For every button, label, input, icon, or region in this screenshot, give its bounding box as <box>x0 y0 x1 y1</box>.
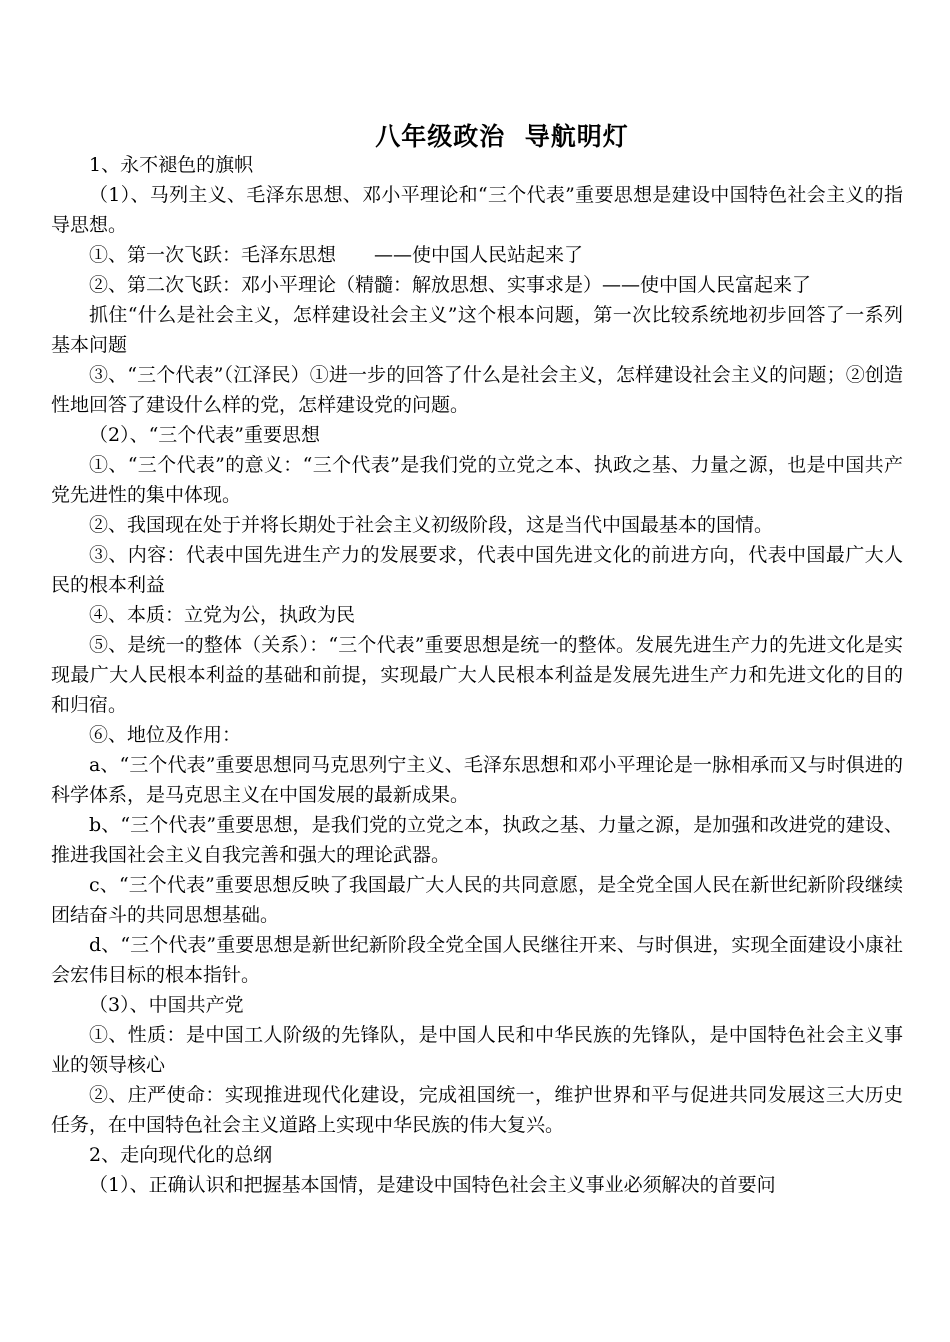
list-item: a、“三个代表”重要思想同马克思列宁主义、毛泽东思想和邓小平理论是一脉相承而又与时俱进的科学体系，是马克思主义在中国发展的最新成果。 <box>51 754 903 806</box>
document-body <box>51 150 903 1200</box>
list-item: ③、内容：代表中国先进生产力的发展要求，代表中国先进文化的前进方向，代表中国最广大人民的根本利益 <box>51 544 903 596</box>
subsection-heading: （1）、马列主义、毛泽东思想、邓小平理论和“三个代表”重要思想是建设中国特色社会主义的指导思想。 <box>51 184 903 236</box>
subsection-heading: （1）、正确认识和把握基本国情，是建设中国特色社会主义事业必须解决的首要问 <box>89 1174 776 1196</box>
list-item: ④、本质：立党为公，执政为民 <box>89 604 356 626</box>
list-item: c、“三个代表”重要思想反映了我国最广大人民的共同意愿，是全党全国人民在新世纪新阶段继续团结奋斗的共同思想基础。 <box>51 874 903 926</box>
list-item: b、“三个代表”重要思想，是我们党的立党之本，执政之基、力量之源，是加强和改进党的建设、推进我国社会主义自我完善和强大的理论武器。 <box>51 814 903 866</box>
list-item: d、“三个代表”重要思想是新世纪新阶段全党全国人民继往开来、与时俱进，实现全面建设小康社会宏伟目标的根本指针。 <box>51 934 903 986</box>
paragraph: 抓住“什么是社会主义，怎样建设社会主义”这个根本问题，第一次比较系统地初步回答了一系列基本问题 <box>51 304 903 356</box>
list-item: ①、性质：是中国工人阶级的先锋队，是中国人民和中华民族的先锋队，是中国特色社会主义事业的领导核心 <box>51 1024 903 1076</box>
list-item: ①、第一次飞跃：毛泽东思想 ——使中国人民站起来了 <box>89 244 584 266</box>
list-item: ⑤、是统一的整体（关系）：“三个代表”重要思想是统一的整体。发展先进生产力的先进文化是实现最广大人民根本利益的基础和前提，实现最广大人民根本利益是发展先进生产力和先进文化的目的和归宿。 <box>51 634 903 716</box>
list-item: ③、“三个代表”（江泽民）①进一步的回答了什么是社会主义，怎样建设社会主义的问题；②创造性地回答了建设什么样的党，怎样建设党的问题。 <box>51 364 903 416</box>
list-item: ②、我国现在处于并将长期处于社会主义初级阶段，这是当代中国最基本的国情。 <box>89 514 774 536</box>
section-heading-2: 2、走向现代化的总纲 <box>89 1144 273 1166</box>
list-item: ②、第二次飞跃：邓小平理论（精髓：解放思想、实事求是）——使中国人民富起来了 <box>89 274 812 296</box>
subsection-heading: （3）、中国共产党 <box>89 994 244 1016</box>
list-item: ②、庄严使命：实现推进现代化建设，完成祖国统一，维护世界和平与促进共同发展这三大历史任务，在中国特色社会主义道路上实现中华民族的伟大复兴。 <box>51 1084 903 1136</box>
subsection-heading: （2）、“三个代表”重要思想 <box>89 424 321 446</box>
document-title: 八年级政治 导航明灯 <box>375 122 629 151</box>
section-heading-1: 1、永不褪色的旗帜 <box>89 154 254 176</box>
list-item: ⑥、地位及作用： <box>89 724 242 746</box>
list-item: ①、“三个代表”的意义：“三个代表”是我们党的立党之本、执政之基、力量之源，也是中国共产党先进性的集中体现。 <box>51 454 903 506</box>
